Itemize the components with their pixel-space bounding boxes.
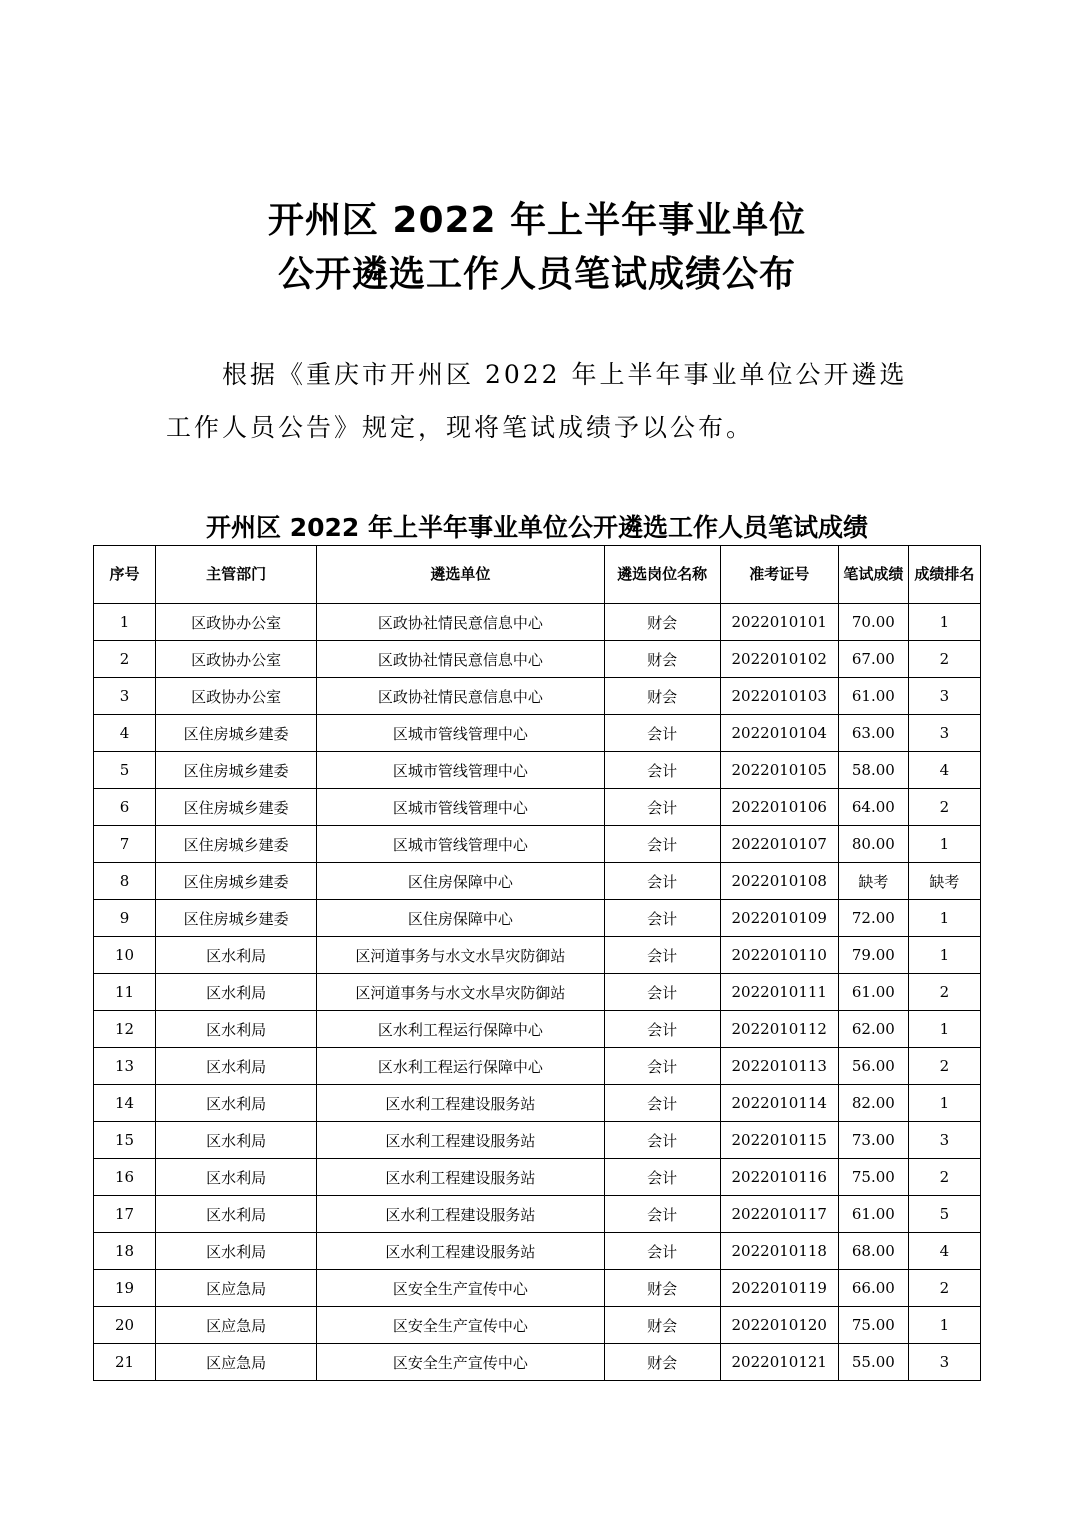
score-cell: 75.00 <box>838 1159 908 1196</box>
table-row <box>94 752 981 789</box>
exam-number-cell: 2022010105 <box>720 752 838 789</box>
unit-cell: 区住房保障中心 <box>317 863 604 900</box>
rank-cell: 4 <box>908 1233 980 1270</box>
score-cell: 56.00 <box>838 1048 908 1085</box>
exam-number-cell: 2022010103 <box>720 678 838 715</box>
table-row <box>94 789 981 826</box>
position-cell: 会计 <box>604 1011 720 1048</box>
department-cell: 区政协办公室 <box>156 641 317 678</box>
position-cell: 会计 <box>604 1122 720 1159</box>
exam-number-cell: 2022010115 <box>720 1122 838 1159</box>
department-cell: 区水利局 <box>156 1122 317 1159</box>
unit-cell: 区水利工程建设服务站 <box>317 1196 604 1233</box>
position-cell: 会计 <box>604 1085 720 1122</box>
score-cell: 68.00 <box>838 1233 908 1270</box>
department-cell: 区水利局 <box>156 1085 317 1122</box>
rank-cell: 3 <box>908 1344 980 1381</box>
department-cell: 区政协办公室 <box>156 678 317 715</box>
score-cell: 79.00 <box>838 937 908 974</box>
intro-paragraph-line-2: 工作人员公告》规定，现将笔试成绩予以公布。 <box>166 413 755 442</box>
exam-number-cell: 2022010109 <box>720 900 838 937</box>
unit-cell: 区河道事务与水文水旱灾防御站 <box>317 937 604 974</box>
unit-cell: 区城市管线管理中心 <box>317 789 604 826</box>
header-score: 笔试成绩 <box>838 546 908 604</box>
unit-cell: 区城市管线管理中心 <box>317 752 604 789</box>
exam-number-cell: 2022010110 <box>720 937 838 974</box>
table-row <box>94 604 981 641</box>
header-exam-number: 准考证号 <box>720 546 838 604</box>
position-cell: 财会 <box>604 1270 720 1307</box>
position-cell: 会计 <box>604 1196 720 1233</box>
department-cell: 区政协办公室 <box>156 604 317 641</box>
table-row <box>94 900 981 937</box>
unit-cell: 区城市管线管理中心 <box>317 826 604 863</box>
department-cell: 区住房城乡建委 <box>156 826 317 863</box>
position-cell: 财会 <box>604 604 720 641</box>
serial-cell: 18 <box>94 1233 156 1270</box>
rank-cell: 4 <box>908 752 980 789</box>
position-cell: 会计 <box>604 1048 720 1085</box>
position-cell: 会计 <box>604 789 720 826</box>
header-unit: 遴选单位 <box>317 546 604 604</box>
position-cell: 会计 <box>604 752 720 789</box>
header-department: 主管部门 <box>156 546 317 604</box>
exam-number-cell: 2022010118 <box>720 1233 838 1270</box>
serial-cell: 1 <box>94 604 156 641</box>
score-cell: 63.00 <box>838 715 908 752</box>
score-cell: 58.00 <box>838 752 908 789</box>
unit-cell: 区水利工程建设服务站 <box>317 1159 604 1196</box>
unit-cell: 区河道事务与水文水旱灾防御站 <box>317 974 604 1011</box>
header-rank: 成绩排名 <box>908 546 980 604</box>
position-cell: 会计 <box>604 900 720 937</box>
rank-cell: 1 <box>908 604 980 641</box>
serial-cell: 19 <box>94 1270 156 1307</box>
table-title: 开州区 2022 年上半年事业单位公开遴选工作人员笔试成绩 <box>206 513 868 542</box>
department-cell: 区应急局 <box>156 1344 317 1381</box>
rank-cell: 2 <box>908 974 980 1011</box>
rank-cell: 5 <box>908 1196 980 1233</box>
unit-cell: 区安全生产宣传中心 <box>317 1344 604 1381</box>
score-cell: 62.00 <box>838 1011 908 1048</box>
exam-number-cell: 2022010116 <box>720 1159 838 1196</box>
table-row <box>94 974 981 1011</box>
score-cell: 80.00 <box>838 826 908 863</box>
score-cell: 72.00 <box>838 900 908 937</box>
exam-number-cell: 2022010112 <box>720 1011 838 1048</box>
department-cell: 区水利局 <box>156 1011 317 1048</box>
table-row <box>94 937 981 974</box>
department-cell: 区水利局 <box>156 937 317 974</box>
serial-cell: 12 <box>94 1011 156 1048</box>
serial-cell: 11 <box>94 974 156 1011</box>
position-cell: 会计 <box>604 937 720 974</box>
department-cell: 区水利局 <box>156 974 317 1011</box>
score-cell: 61.00 <box>838 678 908 715</box>
rank-cell: 1 <box>908 900 980 937</box>
score-cell: 75.00 <box>838 1307 908 1344</box>
rank-cell: 3 <box>908 1122 980 1159</box>
rank-cell: 2 <box>908 1159 980 1196</box>
exam-number-cell: 2022010117 <box>720 1196 838 1233</box>
department-cell: 区住房城乡建委 <box>156 752 317 789</box>
table-row <box>94 715 981 752</box>
position-cell: 会计 <box>604 1159 720 1196</box>
department-cell: 区应急局 <box>156 1307 317 1344</box>
serial-cell: 8 <box>94 863 156 900</box>
table-row <box>94 826 981 863</box>
score-cell: 缺考 <box>838 863 908 900</box>
table-row <box>94 1270 981 1307</box>
unit-cell: 区城市管线管理中心 <box>317 715 604 752</box>
table-row <box>94 1233 981 1270</box>
position-cell: 会计 <box>604 863 720 900</box>
rank-cell: 2 <box>908 789 980 826</box>
serial-cell: 21 <box>94 1344 156 1381</box>
rank-cell: 2 <box>908 1270 980 1307</box>
unit-cell: 区水利工程建设服务站 <box>317 1122 604 1159</box>
page-title-line-2: 公开遴选工作人员笔试成绩公布 <box>277 254 796 295</box>
table-header-row <box>94 546 981 604</box>
score-cell: 66.00 <box>838 1270 908 1307</box>
serial-cell: 14 <box>94 1085 156 1122</box>
table-row <box>94 863 981 900</box>
position-cell: 会计 <box>604 1233 720 1270</box>
unit-cell: 区水利工程运行保障中心 <box>317 1048 604 1085</box>
unit-cell: 区政协社情民意信息中心 <box>317 641 604 678</box>
header-position: 遴选岗位名称 <box>604 546 720 604</box>
score-cell: 82.00 <box>838 1085 908 1122</box>
position-cell: 会计 <box>604 974 720 1011</box>
unit-cell: 区政协社情民意信息中心 <box>317 604 604 641</box>
position-cell: 财会 <box>604 641 720 678</box>
exam-number-cell: 2022010121 <box>720 1344 838 1381</box>
serial-cell: 15 <box>94 1122 156 1159</box>
score-cell: 67.00 <box>838 641 908 678</box>
score-cell: 55.00 <box>838 1344 908 1381</box>
score-cell: 70.00 <box>838 604 908 641</box>
exam-number-cell: 2022010113 <box>720 1048 838 1085</box>
unit-cell: 区水利工程运行保障中心 <box>317 1011 604 1048</box>
position-cell: 财会 <box>604 1307 720 1344</box>
table-row <box>94 1048 981 1085</box>
rank-cell: 1 <box>908 1307 980 1344</box>
serial-cell: 20 <box>94 1307 156 1344</box>
rank-cell: 1 <box>908 1011 980 1048</box>
exam-number-cell: 2022010102 <box>720 641 838 678</box>
position-cell: 会计 <box>604 715 720 752</box>
serial-cell: 17 <box>94 1196 156 1233</box>
rank-cell: 1 <box>908 1085 980 1122</box>
serial-cell: 9 <box>94 900 156 937</box>
page-title-line-1: 开州区 2022 年上半年事业单位 <box>267 200 807 241</box>
exam-number-cell: 2022010111 <box>720 974 838 1011</box>
rank-cell: 3 <box>908 678 980 715</box>
score-cell: 61.00 <box>838 1196 908 1233</box>
serial-cell: 2 <box>94 641 156 678</box>
table-row <box>94 1307 981 1344</box>
department-cell: 区水利局 <box>156 1233 317 1270</box>
rank-cell: 1 <box>908 937 980 974</box>
department-cell: 区应急局 <box>156 1270 317 1307</box>
serial-cell: 16 <box>94 1159 156 1196</box>
serial-cell: 4 <box>94 715 156 752</box>
unit-cell: 区安全生产宣传中心 <box>317 1270 604 1307</box>
table-row <box>94 678 981 715</box>
table-row <box>94 641 981 678</box>
header-serial: 序号 <box>94 546 156 604</box>
table-row <box>94 1011 981 1048</box>
exam-number-cell: 2022010119 <box>720 1270 838 1307</box>
exam-number-cell: 2022010106 <box>720 789 838 826</box>
score-cell: 73.00 <box>838 1122 908 1159</box>
department-cell: 区水利局 <box>156 1196 317 1233</box>
department-cell: 区住房城乡建委 <box>156 863 317 900</box>
unit-cell: 区安全生产宣传中心 <box>317 1307 604 1344</box>
position-cell: 财会 <box>604 1344 720 1381</box>
table-row <box>94 1344 981 1381</box>
position-cell: 财会 <box>604 678 720 715</box>
table-row <box>94 1122 981 1159</box>
department-cell: 区水利局 <box>156 1048 317 1085</box>
table-body <box>94 604 981 1381</box>
score-cell: 61.00 <box>838 974 908 1011</box>
rank-cell: 2 <box>908 1048 980 1085</box>
rank-cell: 2 <box>908 641 980 678</box>
position-cell: 会计 <box>604 826 720 863</box>
rank-cell: 1 <box>908 826 980 863</box>
unit-cell: 区政协社情民意信息中心 <box>317 678 604 715</box>
scores-table <box>93 545 981 1381</box>
serial-cell: 6 <box>94 789 156 826</box>
table-row <box>94 1159 981 1196</box>
exam-number-cell: 2022010114 <box>720 1085 838 1122</box>
unit-cell: 区水利工程建设服务站 <box>317 1085 604 1122</box>
department-cell: 区住房城乡建委 <box>156 715 317 752</box>
rank-cell: 3 <box>908 715 980 752</box>
unit-cell: 区水利工程建设服务站 <box>317 1233 604 1270</box>
exam-number-cell: 2022010107 <box>720 826 838 863</box>
exam-number-cell: 2022010108 <box>720 863 838 900</box>
intro-paragraph-line-1: 根据《重庆市开州区 2022 年上半年事业单位公开遴选 <box>222 360 908 389</box>
serial-cell: 5 <box>94 752 156 789</box>
serial-cell: 7 <box>94 826 156 863</box>
exam-number-cell: 2022010104 <box>720 715 838 752</box>
department-cell: 区住房城乡建委 <box>156 789 317 826</box>
unit-cell: 区住房保障中心 <box>317 900 604 937</box>
department-cell: 区水利局 <box>156 1159 317 1196</box>
exam-number-cell: 2022010101 <box>720 604 838 641</box>
table-row <box>94 1196 981 1233</box>
department-cell: 区住房城乡建委 <box>156 900 317 937</box>
score-cell: 64.00 <box>838 789 908 826</box>
exam-number-cell: 2022010120 <box>720 1307 838 1344</box>
table-row <box>94 1085 981 1122</box>
serial-cell: 10 <box>94 937 156 974</box>
serial-cell: 3 <box>94 678 156 715</box>
serial-cell: 13 <box>94 1048 156 1085</box>
rank-cell: 缺考 <box>908 863 980 900</box>
